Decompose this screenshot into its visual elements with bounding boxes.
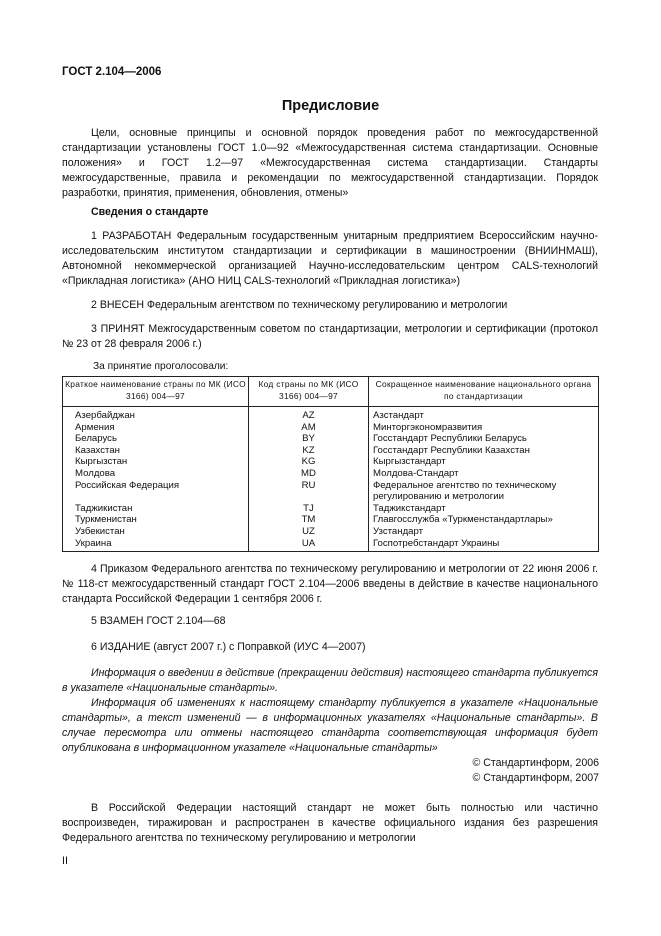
item-3 — [62, 322, 598, 352]
table-row — [63, 407, 599, 422]
note-changes — [62, 696, 598, 756]
country-code: TM — [249, 514, 369, 526]
header-country: Краткое наименование страны по МК (ИСО 3166) 004—97 — [63, 377, 249, 407]
country-name: Украина — [63, 538, 249, 552]
table-row — [63, 468, 599, 480]
country-code: BY — [249, 433, 369, 445]
country-code: MD — [249, 468, 369, 480]
standards-body: Молдова-Стандарт — [369, 468, 599, 480]
document-header: ГОСТ 2.104—2006 — [62, 66, 162, 78]
item-5: 5 ВЗАМЕН ГОСТ 2.104—68 — [91, 615, 226, 627]
note-introduction — [62, 666, 598, 696]
standards-body: Азстандарт — [369, 407, 599, 422]
standards-body: Госстандарт Республики Беларусь — [369, 433, 599, 445]
copyright-2006: © Стандартинформ, 2006 — [472, 757, 599, 769]
item-2 — [62, 298, 598, 313]
standards-body: Госстандарт Республики Казахстан — [369, 445, 599, 457]
table-row — [63, 445, 599, 457]
copyright-2007: © Стандартинформ, 2007 — [472, 772, 599, 784]
table-row — [63, 433, 599, 445]
country-name: Беларусь — [63, 433, 249, 445]
header-code: Код страны по МК (ИСО 3166) 004—97 — [249, 377, 369, 407]
intro-paragraph — [62, 126, 598, 201]
note-2-text: Информация об изменениях к настоящему стандарту публикуется в указателе «Национальные стандарты», а текст изменений — в информационных указателях «Национальные стандарты». В случае пересмотра или отмены настоящего стандарта соответствующая информация будет опубликована в информационном указателе «Национальные стандарты» — [62, 697, 598, 754]
country-name: Армения — [63, 422, 249, 434]
item-4 — [62, 562, 598, 607]
table-row — [63, 422, 599, 434]
standards-body: Федеральное агентство по техническому регулированию и метрологии — [369, 480, 599, 503]
country-code: RU — [249, 480, 369, 503]
standards-body: Главгосслужба «Туркменстандартлары» — [369, 514, 599, 526]
note-1-text: Информация о введении в действие (прекращении действия) настоящего стандарта публикуется в указателе «Национальные стандарты». — [62, 667, 598, 694]
item-3-text: 3 ПРИНЯТ Межгосударственным советом по стандартизации, метрологии и сертификации (протокол № 23 от 28 февраля 2006 г.) — [62, 323, 598, 350]
item-1 — [62, 229, 598, 289]
country-code: UZ — [249, 526, 369, 538]
country-name: Азербайджан — [63, 407, 249, 422]
table-row — [63, 503, 599, 515]
standards-body: Кыргызстандарт — [369, 456, 599, 468]
standards-body: Минторгэкономразвития — [369, 422, 599, 434]
country-code: UA — [249, 538, 369, 552]
page-title: Предисловие — [281, 98, 380, 114]
country-code: AZ — [249, 407, 369, 422]
legal-text: В Российской Федерации настоящий стандарт не может быть полностью или частично воспроизведен, тиражирован и распространен в качестве официального издания без разрешения Федерального агентства по техническому регулированию и метрологии — [62, 802, 598, 844]
item-4-text: 4 Приказом Федерального агентства по техническому регулированию и метрологии от 22 июня 2006 г. № 118-ст межгосударственный стандарт ГОСТ 2.104—2006 введены в действие в качестве национального стандарта Российской Федерации 1 сентября 2006 г. — [62, 563, 598, 605]
info-heading: Сведения о стандарте — [91, 206, 209, 218]
page-number: II — [62, 855, 68, 867]
table-row — [63, 514, 599, 526]
standards-body: Таджикстандарт — [369, 503, 599, 515]
item-2-text: 2 ВНЕСЕН Федеральным агентством по техническому регулированию и метрологии — [91, 299, 508, 311]
intro-text: Цели, основные принципы и основной порядок проведения работ по межгосударственной стандартизации установлены ГОСТ 1.0—92 «Межгосударственная система стандартизации. Основные положения» и ГОСТ 1.2—97 «Межгосударственная система стандартизации. Стандарты межгосударственные, правила и рекомендации по межгосударственной стандартизации. Порядок разработки, принятия, применения, обновления, отмены» — [62, 127, 598, 199]
country-name: Узбекистан — [63, 526, 249, 538]
item-1-text: 1 РАЗРАБОТАН Федеральным государственным унитарным предприятием Всероссийским научно-исследовательским институтом стандартизации и сертификации в машиностроении (ВНИИНМАШ), Автономной некоммерческой организацией Научно-исследовательским центром CALS-технологий «Прикладная логистика» (АНО НИЦ CALS-технологий «Прикладная логистика») — [62, 230, 598, 287]
standards-body: Госпотребстандарт Украины — [369, 538, 599, 552]
country-name: Таджикистан — [63, 503, 249, 515]
country-code: KG — [249, 456, 369, 468]
standards-body: Узстандарт — [369, 526, 599, 538]
country-code: AM — [249, 422, 369, 434]
country-name: Российская Федерация — [63, 480, 249, 503]
voting-table — [62, 376, 599, 552]
country-name: Казахстан — [63, 445, 249, 457]
country-name: Молдова — [63, 468, 249, 480]
table-header-row — [63, 377, 599, 407]
country-code: KZ — [249, 445, 369, 457]
legal-notice — [62, 801, 598, 846]
table-row — [63, 480, 599, 503]
vote-label: За принятие проголосовали: — [93, 361, 229, 372]
table-row — [63, 526, 599, 538]
table-row — [63, 456, 599, 468]
table-row — [63, 538, 599, 552]
header-body: Сокращенное наименование национального органа по стандартизации — [369, 377, 599, 407]
country-code: TJ — [249, 503, 369, 515]
country-name: Туркменистан — [63, 514, 249, 526]
country-name: Кыргызстан — [63, 456, 249, 468]
item-6: 6 ИЗДАНИЕ (август 2007 г.) с Поправкой (ИУС 4—2007) — [91, 641, 366, 653]
